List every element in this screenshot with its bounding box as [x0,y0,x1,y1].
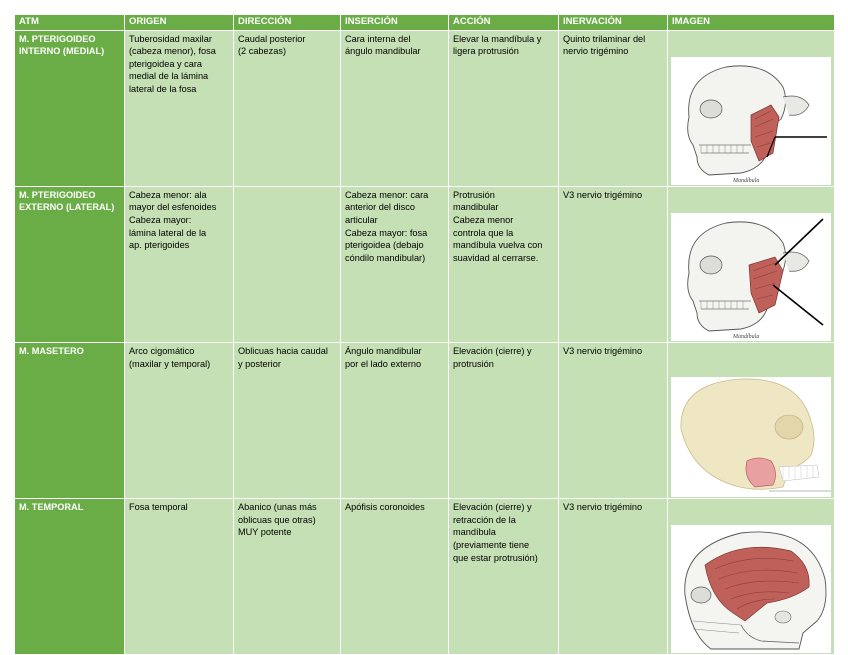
inervacion-cell: Quinto trilaminar del nervio trigémino [559,30,668,186]
muscle-name: M. TEMPORAL [15,499,125,655]
header-row [15,15,835,31]
direccion-cell: Oblicuas hacia caudal y posterior [234,342,341,498]
image-cell [668,342,835,498]
col-header-insercion: INSERCIÓN [341,15,449,31]
col-header-origen: ORIGEN [125,15,234,31]
skull-medial-pterygoid-illustration [670,44,832,184]
accion-cell: Elevar la mandíbula y ligera protrusión [449,30,559,186]
image-caption: Mandíbula [733,333,760,340]
insercion-cell: Apófisis coronoides [341,499,449,655]
table-row [15,186,835,342]
muscle-name: M. MASETERO [15,342,125,498]
origen-cell: Arco cigomático (maxilar y temporal) [125,342,234,498]
inervacion-cell: V3 nervio trigémino [559,186,668,342]
muscle-name: M. PTERIGOIDEO INTERNO (MEDIAL) [15,30,125,186]
image-caption: Mandíbula [733,177,760,184]
col-header-atm: ATM [15,15,125,31]
col-header-imagen: IMAGEN [668,15,835,31]
image-cell [668,186,835,342]
origen-cell: Fosa temporal [125,499,234,655]
accion-cell: Elevación (cierre) y protrusión [449,342,559,498]
origen-cell: Tuberosidad maxilar (cabeza menor), fosa pterigoidea y cara medial de la lámina lateral de la fosa [125,30,234,186]
image-cell [668,499,835,655]
muscle-name: M. PTERIGOIDEO EXTERNO (LATERAL) [15,186,125,342]
table-row [15,342,835,498]
accion-cell: Protrusión mandibular Cabeza menor controla que la mandíbula vuelva con suavidad al cerrarse. [449,186,559,342]
table-row [15,499,835,655]
inervacion-cell: V3 nervio trigémino [559,499,668,655]
direccion-cell: Abanico (unas más oblicuas que otras) MUY potente [234,499,341,655]
image-cell [668,30,835,186]
skull-lateral-pterygoid-illustration [670,200,832,340]
table-row [15,30,835,186]
accion-cell: Elevación (cierre) y retracción de la mandíbula (previamente tiene que estar protrusión) [449,499,559,655]
direccion-cell: Caudal posterior (2 cabezas) [234,30,341,186]
col-header-inervacion: INERVACIÓN [559,15,668,31]
col-header-direccion: DIRECCIÓN [234,15,341,31]
muscle-table [14,14,835,655]
insercion-cell: Cabeza menor: cara anterior del disco articular Cabeza mayor: fosa pterigoidea (debajo cóndilo mandibular) [341,186,449,342]
direccion-cell [234,186,341,342]
skull-temporal-muscle-illustration [670,513,832,641]
inervacion-cell: V3 nervio trigémino [559,342,668,498]
origen-cell: Cabeza menor: ala mayor del esfenoides Cabeza mayor: lámina lateral de la ap. pterigoides [125,186,234,342]
insercion-cell: Ángulo mandibular por el lado externo [341,342,449,498]
skull-masseter-illustration [670,357,832,485]
col-header-accion: ACCIÓN [449,15,559,31]
insercion-cell: Cara interna del ángulo mandibular [341,30,449,186]
